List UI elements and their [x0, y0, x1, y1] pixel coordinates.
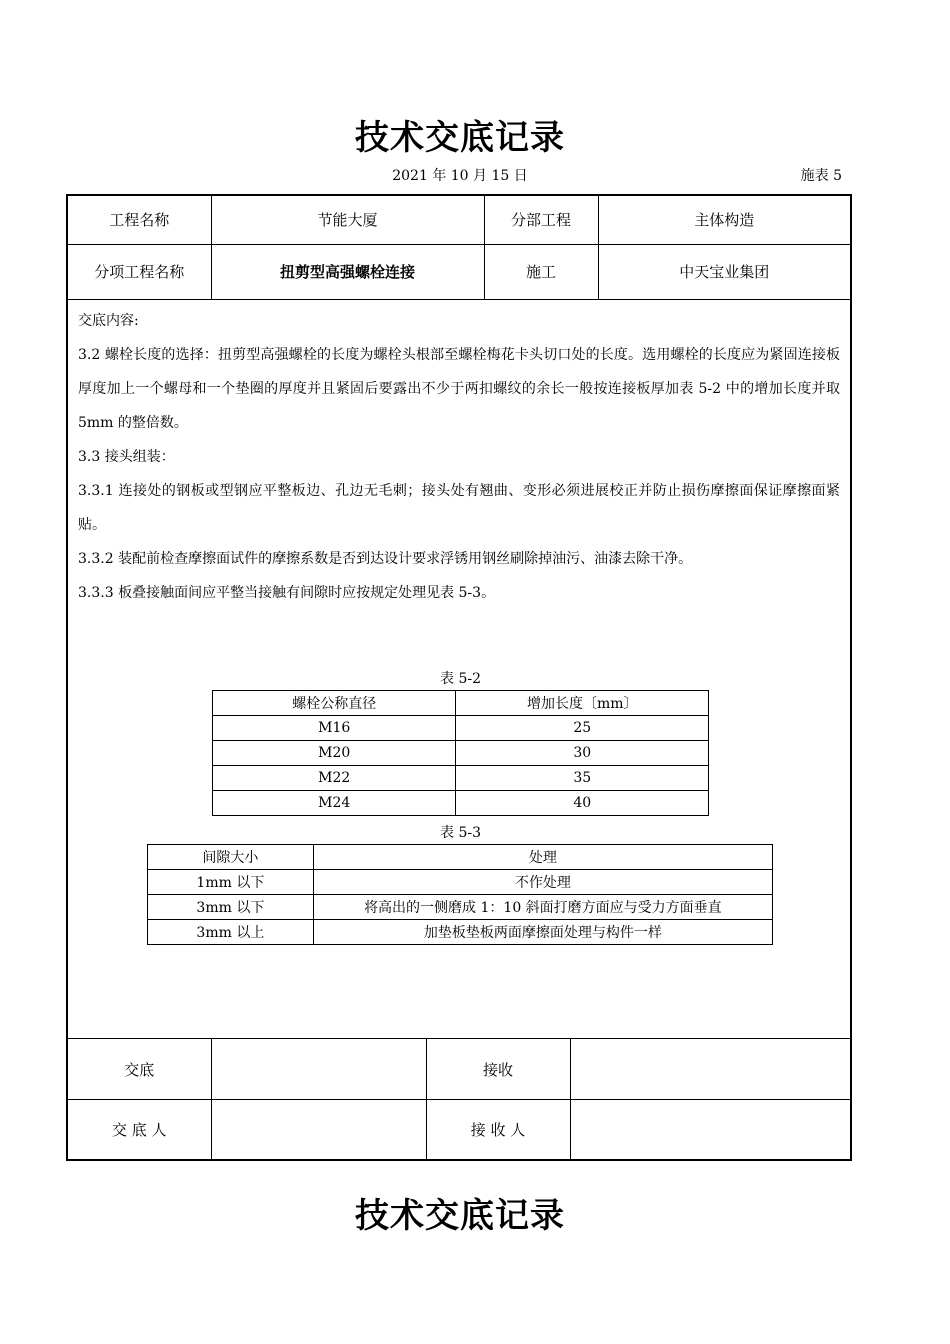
receive-field[interactable]	[570, 1039, 850, 1100]
table-row	[213, 791, 709, 816]
table-cell: 3mm 以下	[148, 895, 314, 920]
handover-label: 交底	[68, 1039, 211, 1100]
table-row	[213, 741, 709, 766]
table-cell: M20	[213, 741, 456, 766]
table-cell: 1mm 以下	[148, 870, 314, 895]
table-header-cell: 间隙大小	[148, 845, 314, 870]
receive-label: 接收	[426, 1039, 570, 1100]
construction-value: 中天宝业集团	[598, 244, 850, 299]
receive-person-label: 接 收 人	[426, 1100, 570, 1160]
table-header-cell: 螺栓公称直径	[213, 691, 456, 716]
subproject-label: 分项工程名称	[68, 244, 211, 299]
table-cell: 加垫板垫板两面摩擦面处理与构件一样	[313, 920, 772, 945]
table-cell: M16	[213, 716, 456, 741]
table-cell: M24	[213, 791, 456, 816]
paragraph-3-2: 3.2 螺栓长度的选择：扭剪型高强螺栓的长度为螺栓头根部至螺栓梅花卡头切口处的长度。选用螺栓的长度应为紧固连接板厚度加上一个螺母和一个垫圈的厚度并且紧固后要露出不少于两扣螺纹的余长一般按连接板厚加表 5-2 中的增加长度并取 5mm 的整倍数。	[78, 347, 840, 431]
construction-label: 施工	[484, 244, 598, 299]
table-cell: 35	[456, 766, 709, 791]
table-row	[213, 716, 709, 741]
table-cell: 30	[456, 741, 709, 766]
table-row	[148, 870, 773, 895]
table-5-2-caption: 表 5-2	[440, 671, 481, 687]
header-table	[68, 196, 850, 300]
table-cell: 25	[456, 716, 709, 741]
subproject-value: 扭剪型高强螺栓连接	[211, 244, 484, 299]
handover-field[interactable]	[211, 1039, 426, 1100]
paragraph-3-3: 3.3 接头组装：	[78, 449, 175, 465]
receive-person-field[interactable]	[570, 1100, 850, 1160]
table-header-cell: 增加长度〔mm〕	[456, 691, 709, 716]
record-form	[66, 194, 852, 1161]
table-row	[213, 691, 709, 716]
document-date: 2021 年 10 月 15 日	[392, 168, 528, 184]
table-header-cell: 处理	[313, 845, 772, 870]
table-row	[148, 920, 773, 945]
table-row	[148, 845, 773, 870]
paragraph-3-3-3: 3.3.3 板叠接触面间应平整当接触有间隙时应按规定处理见表 5-3。	[78, 585, 496, 601]
table-cell: 3mm 以上	[148, 920, 314, 945]
project-name-value: 节能大厦	[211, 196, 484, 244]
table-cell: 40	[456, 791, 709, 816]
division-label: 分部工程	[484, 196, 598, 244]
form-number: 施表 5	[800, 168, 842, 184]
table-5-3-caption: 表 5-3	[440, 825, 481, 841]
handover-person-field[interactable]	[211, 1100, 426, 1160]
project-name-label: 工程名称	[68, 196, 211, 244]
content-heading: 交底内容:	[78, 313, 139, 329]
division-value: 主体构造	[598, 196, 850, 244]
table-row	[213, 766, 709, 791]
paragraph-3-3-1: 3.3.1 连接处的钢板或型钢应平整板边、孔边无毛刺；接头处有翘曲、变形必须进展校正并防止损伤摩擦面保证摩擦面紧贴。	[78, 483, 840, 533]
table-5-3	[147, 844, 773, 945]
table-cell: M22	[213, 766, 456, 791]
document-title: 技术交底记录	[355, 118, 565, 158]
paragraph-3-3-2: 3.3.2 装配前检查摩擦面试件的摩擦系数是否到达设计要求浮锈用钢丝刷除掉油污、油漆去除干净。	[78, 551, 693, 567]
table-5-2	[212, 690, 709, 816]
handover-content	[78, 304, 840, 610]
table-row	[148, 895, 773, 920]
table-cell: 将高出的一侧磨成 1：10 斜面打磨方面应与受力方面垂直	[313, 895, 772, 920]
document-title-repeat: 技术交底记录	[355, 1196, 565, 1236]
table-cell: 不作处理	[313, 870, 772, 895]
handover-person-label: 交 底 人	[68, 1100, 211, 1160]
signoff-table	[68, 1038, 850, 1160]
